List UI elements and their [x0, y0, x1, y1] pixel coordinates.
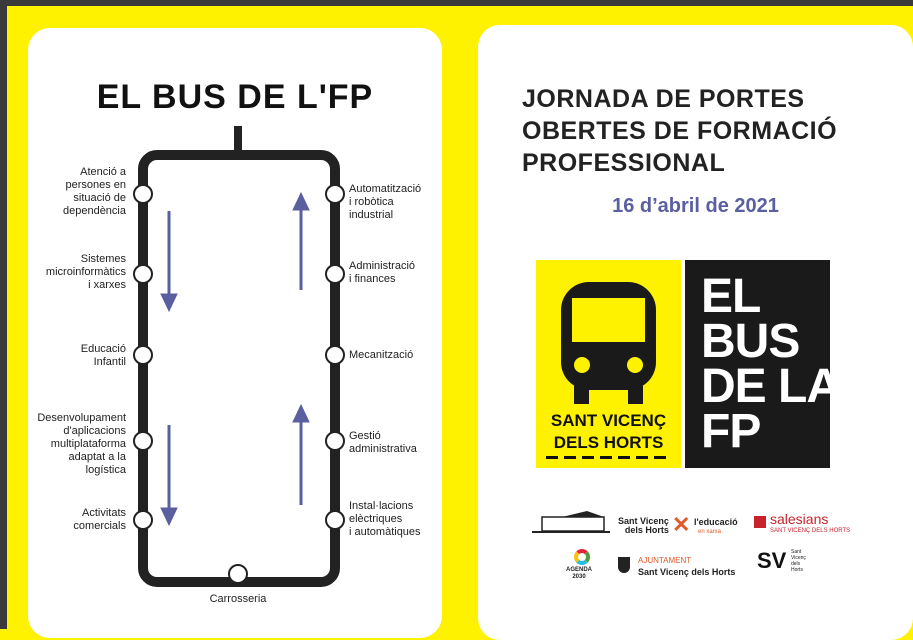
top-border — [0, 0, 913, 6]
event-date: 16 d’abril de 2021 — [612, 195, 779, 217]
logo-dashes — [546, 456, 671, 459]
event-heading: JORNADA DE PORTES OBERTES DE FORMACIÓ PROFESSIONAL — [522, 85, 838, 177]
sponsor-svh: SV — [757, 548, 787, 573]
sponsor-sant-vicenc-xarxa: Sant Vicenç dels Horts — [618, 516, 669, 535]
stop-marker — [134, 265, 152, 283]
bus-logo — [536, 260, 681, 468]
ajuntament-shield-icon — [618, 557, 630, 573]
stop-marker — [134, 432, 152, 450]
event-info-panel — [478, 25, 913, 640]
stop-marker — [326, 346, 344, 364]
route-line-stub — [234, 126, 242, 150]
stop-label: Mecanització — [349, 349, 414, 361]
bus-logo-text — [685, 260, 840, 468]
sponsor-agenda: AGENDA 2030 — [566, 567, 593, 580]
stop-label: Sistemes microinformàtics i xarxes — [45, 253, 126, 291]
sponsor-salesians: salesians — [770, 511, 829, 527]
logo-town: SANT VICENÇ DELS HORTS — [550, 411, 667, 452]
sponsor-educacio: l'educació — [694, 517, 738, 527]
agenda-2030-icon — [574, 549, 590, 565]
stop-marker — [134, 511, 152, 529]
stop-label: Activitats comercials — [73, 507, 126, 532]
stop-label: Gestió administrativa — [349, 430, 417, 455]
stop-label: Desenvolupament d'aplicacions multiplataforma adaptat a la logística — [37, 412, 126, 476]
stop-label: Instal·lacions elèctriques i automàtiques — [349, 500, 421, 538]
stop-marker — [326, 265, 344, 283]
stop-marker — [134, 185, 152, 203]
stop-marker — [326, 185, 344, 203]
stop-label: Atenció a persones en situació de dependència — [62, 166, 126, 217]
up-arrow-icon — [293, 193, 309, 290]
salesians-icon — [754, 516, 766, 528]
sponsor-ajuntament-sub: Sant Vicenç dels Horts — [638, 567, 736, 577]
bus-icon — [536, 260, 681, 410]
stop-label: Automatització i robòtica industrial — [349, 183, 422, 221]
x-mark-icon: ✕ — [672, 512, 691, 537]
bus-route-title: EL BUS DE L'FP — [96, 78, 374, 116]
up-arrow-icon — [293, 405, 309, 505]
bus-route-panel — [28, 28, 442, 638]
down-arrow-icon — [161, 211, 177, 311]
left-border — [0, 0, 7, 629]
stop-marker — [134, 346, 152, 364]
stop-marker — [229, 565, 247, 583]
logo-big-text: EL BUS DE LA FP — [701, 270, 840, 458]
stop-label: Administració i finances — [349, 260, 416, 285]
school-building-logo — [532, 509, 612, 539]
stop-label: Educació Infantil — [80, 343, 126, 368]
sponsor-educacio-sub: en xarxa — [698, 529, 722, 535]
stop-marker — [326, 432, 344, 450]
sponsor-ajuntament: AJUNTAMENT — [638, 556, 692, 565]
down-arrow-icon — [161, 425, 177, 525]
stop-label: Carrosseria — [209, 593, 267, 605]
sponsor-svh-sub: Sant Vicenç dels Horts — [791, 549, 806, 573]
stop-marker — [326, 511, 344, 529]
sponsor-salesians-sub: SANT VICENÇ DELS HORTS — [770, 528, 851, 534]
